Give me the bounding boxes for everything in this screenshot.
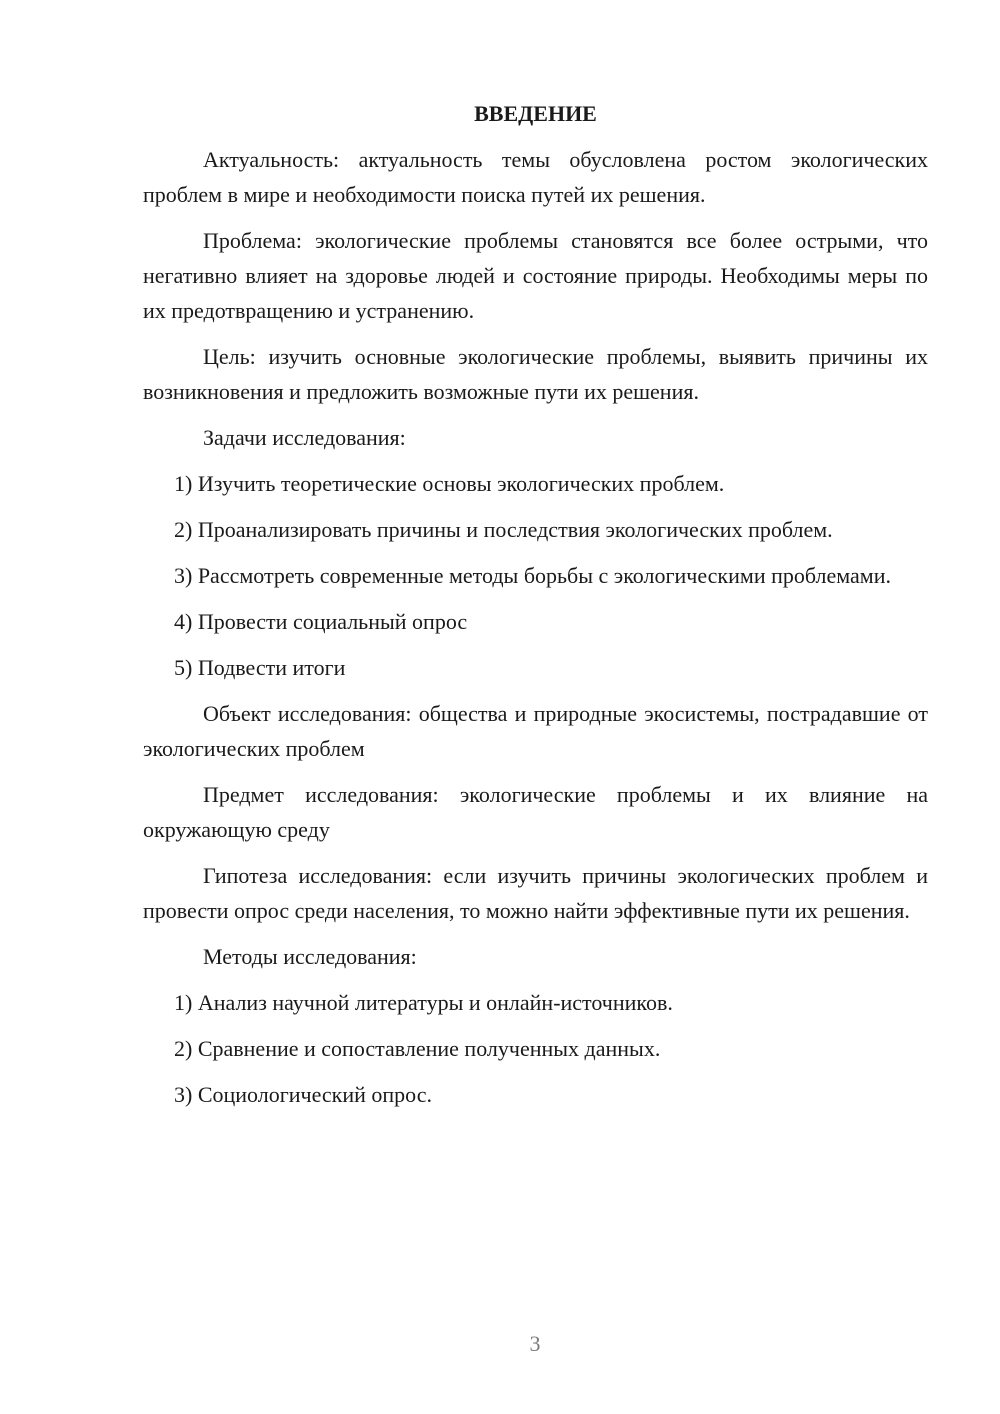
- list-item: 4) Провести социальный опрос: [174, 609, 468, 634]
- list-item: 2) Проанализировать причины и последствия экологических проблем.: [174, 517, 833, 542]
- page-content: [143, 96, 928, 1123]
- paragraph-hypothesis: Гипотеза исследования: если изучить причины экологических проблем и провести опрос среди населения, то можно найти эффективные пути их решения.: [143, 863, 928, 923]
- list-item: 3) Социологический опрос.: [174, 1082, 432, 1107]
- paragraph-subject: Предмет исследования: экологические проблемы и их влияние на окружающую среду: [143, 782, 928, 842]
- paragraph-goal: Цель: изучить основные экологические проблемы, выявить причины их возникновения и предложить возможные пути их решения.: [143, 344, 928, 404]
- list-item: 2) Сравнение и сопоставление полученных данных.: [174, 1036, 661, 1061]
- list-item: 5) Подвести итоги: [174, 655, 346, 680]
- section-title: ВВЕДЕНИЕ: [474, 101, 597, 126]
- list-item: 1) Анализ научной литературы и онлайн-источников.: [174, 990, 673, 1015]
- paragraph-methods-heading: Методы исследования:: [203, 944, 417, 969]
- list-item: 3) Рассмотреть современные методы борьбы с экологическими проблемами.: [174, 563, 891, 588]
- paragraph-relevance: Актуальность: актуальность темы обусловлена ростом экологических проблем в мире и необходимости поиска путей их решения.: [143, 147, 928, 207]
- list-item: 1) Изучить теоретические основы экологических проблем.: [174, 471, 725, 496]
- paragraph-tasks-heading: Задачи исследования:: [203, 425, 406, 450]
- paragraph-problem: Проблема: экологические проблемы становятся все более острыми, что негативно влияет на здоровье людей и состояние природы. Необходимы меры по их предотвращению и устранению.: [143, 228, 928, 323]
- page-number: 3: [529, 1331, 541, 1356]
- paragraph-object: Объект исследования: общества и природные экосистемы, пострадавшие от экологических проблем: [143, 701, 928, 761]
